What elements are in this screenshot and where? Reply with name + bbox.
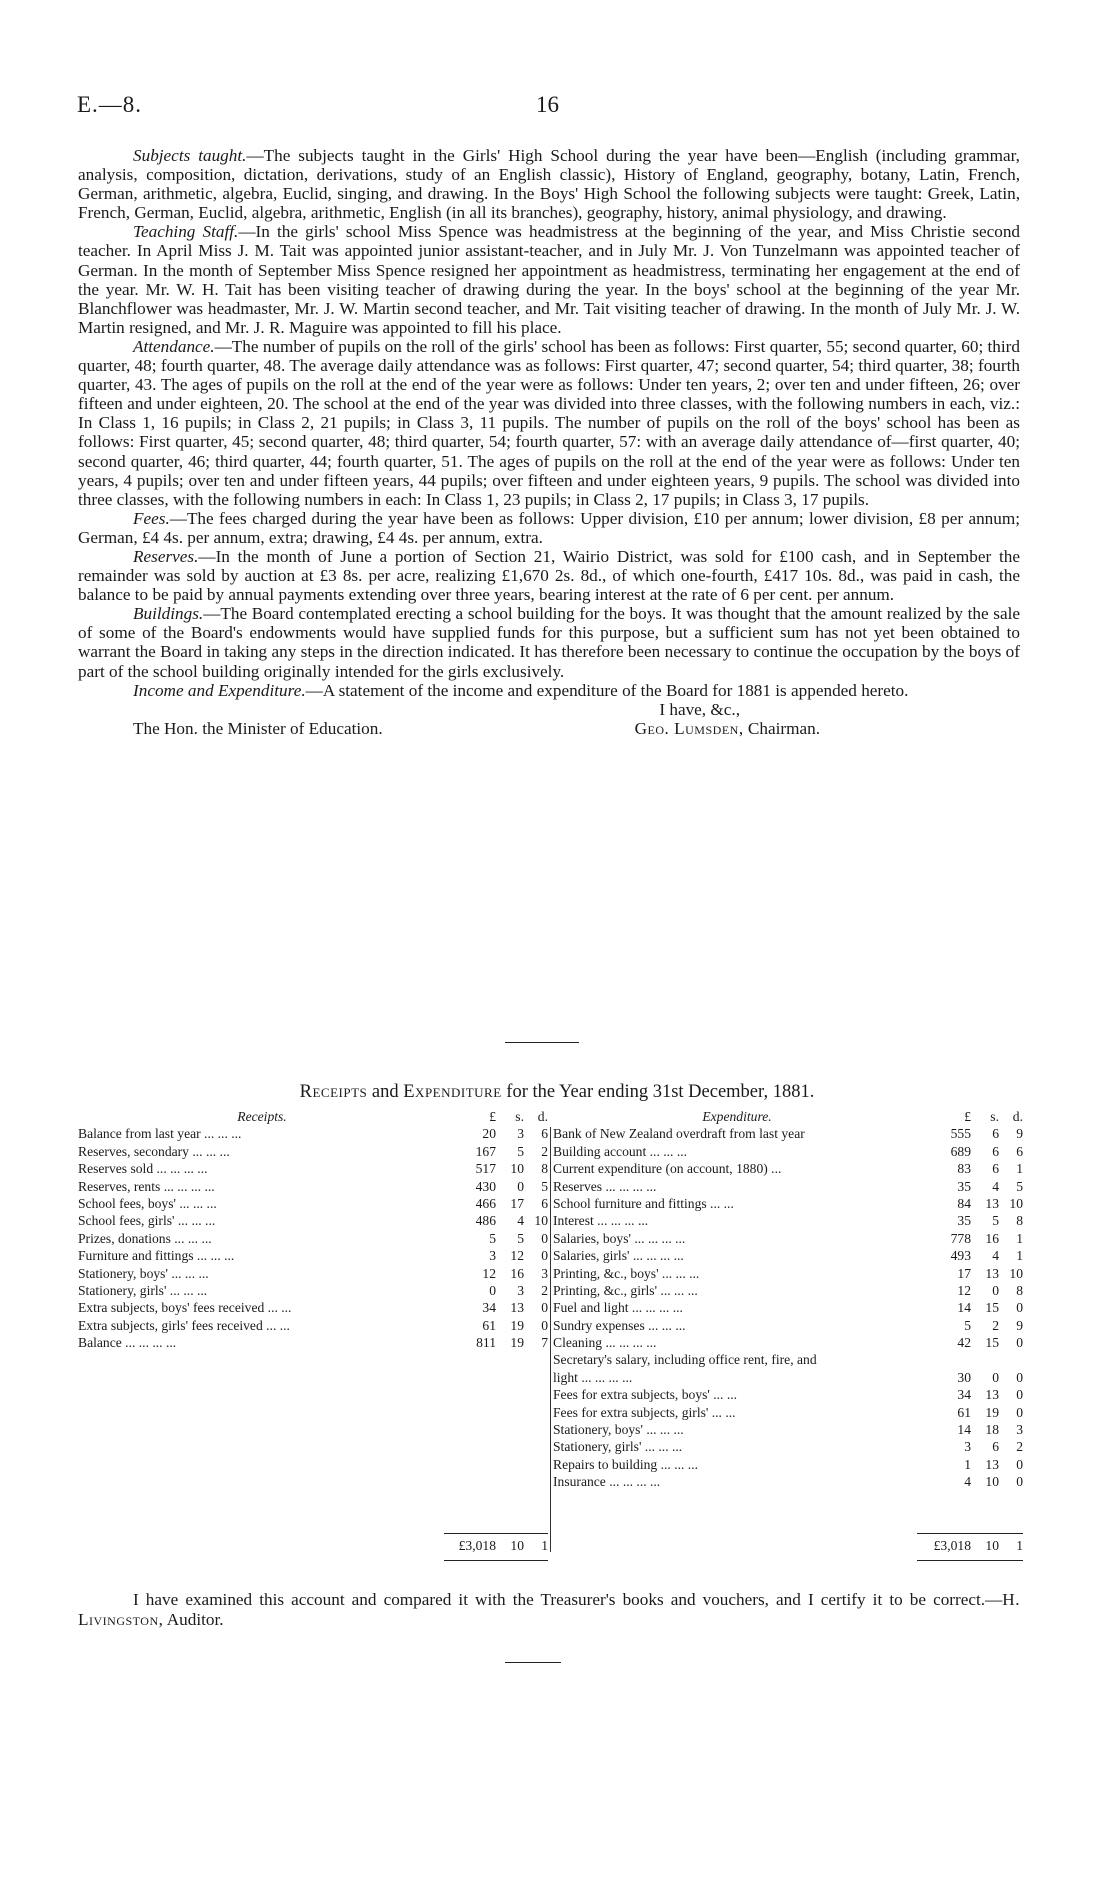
income-text: —A statement of the income and expenditure of the Board for 1881 is appended hereto. bbox=[305, 680, 909, 700]
receipts-row bbox=[78, 1178, 548, 1195]
closing-row bbox=[78, 700, 1020, 719]
signature-row bbox=[78, 719, 1020, 738]
closing-divider bbox=[505, 1662, 561, 1663]
expenditure-label: Reserves ... ... ... ... bbox=[553, 1178, 657, 1194]
subjects-text: —The subjects taught in the Girls' High School during the year have been—English (including grammar, analysis, composition, dictation, derivations, study of an English classic), History of England, geography, botany, Latin, French, German, arithmetic, algebra, Euclid, singing, and drawing. In the Boys' High School the following subjects were taught: Greek, Latin, French, German, Euclid, algebra, arithmetic, English (in all its branches), geography, history, animal physiology, and drawing. bbox=[78, 146, 1020, 223]
expenditure-label: Interest ... ... ... ... bbox=[553, 1213, 649, 1229]
expenditure-pounds: 14 bbox=[957, 1422, 971, 1438]
expenditure-label: Stationery, boys' ... ... ... bbox=[553, 1422, 684, 1438]
expenditure-pence: 9 bbox=[1016, 1126, 1023, 1142]
paragraph-income bbox=[78, 681, 1020, 700]
expenditure-row bbox=[553, 1230, 1023, 1247]
receipts-row bbox=[78, 1247, 548, 1264]
expenditure-shillings: 6 bbox=[992, 1126, 999, 1142]
receipts-total-rule-bottom bbox=[444, 1560, 548, 1561]
receipts-pounds: 486 bbox=[475, 1213, 496, 1229]
expenditure-label: Sundry expenses ... ... ... bbox=[553, 1317, 686, 1333]
receipts-pence: 6 bbox=[541, 1126, 548, 1142]
expenditure-shillings: 13 bbox=[985, 1387, 999, 1403]
expenditure-row bbox=[553, 1125, 1023, 1142]
receipts-label: Prizes, donations ... ... ... bbox=[78, 1230, 212, 1246]
receipts-pounds: 5 bbox=[489, 1230, 496, 1246]
receipts-label: Extra subjects, boys' fees received ... ... bbox=[78, 1300, 292, 1316]
expenditure-pounds: 84 bbox=[957, 1195, 971, 1211]
receipts-total-shillings: 10 bbox=[510, 1538, 524, 1553]
expenditure-row bbox=[553, 1334, 1023, 1351]
receipts-pence: 2 bbox=[541, 1143, 548, 1159]
expenditure-row bbox=[553, 1351, 1023, 1368]
expenditure-total-row bbox=[917, 1538, 1023, 1554]
expenditure-shillings: 0 bbox=[992, 1282, 999, 1298]
expenditure-pence: 2 bbox=[1016, 1439, 1023, 1455]
column-separator bbox=[550, 1127, 551, 1552]
expenditure-row bbox=[553, 1404, 1023, 1421]
receipts-pence: 8 bbox=[541, 1161, 548, 1177]
expenditure-label: Insurance ... ... ... ... bbox=[553, 1474, 661, 1490]
receipts-row bbox=[78, 1265, 548, 1282]
expenditure-row bbox=[553, 1456, 1023, 1473]
receipts-label: Furniture and fittings ... ... ... bbox=[78, 1248, 235, 1264]
paragraph-attendance bbox=[78, 337, 1020, 509]
receipts-row bbox=[78, 1143, 548, 1160]
expenditure-header: Expenditure. bbox=[702, 1109, 772, 1124]
expenditure-total-rule bbox=[917, 1533, 1023, 1534]
staff-text: —In the girls' school Miss Spence was headmistress at the beginning of the year, and Miss Christie second teacher. In April Miss J. M. Tait was appointed junior assistant-teacher, and in July Mr. J. Von Tunzelmann was appointed teacher of German. In the month of September Miss Spence resigned her appointment as headmistress, terminating her engagement at the end of the year. Mr. W. H. Tait has been visiting teacher of drawing during the year. In the boys' school at the beginning of the year Mr. Blanchflower was headmaster, Mr. J. W. Martin second teacher, and Mr. Tait visiting teacher of drawing. In the month of July Mr. J. W. Martin resigned, and Mr. J. R. Maguire was appointed to fill his place. bbox=[78, 222, 1021, 337]
receipts-pounds: 517 bbox=[475, 1161, 496, 1177]
document-reference: E.—8. bbox=[77, 92, 143, 117]
shillings-header: s. bbox=[990, 1109, 999, 1124]
receipts-shillings: 5 bbox=[517, 1143, 524, 1159]
receipts-total-pence: 1 bbox=[541, 1538, 548, 1553]
expenditure-pence: 0 bbox=[1016, 1474, 1023, 1490]
receipts-label: Extra subjects, girls' fees received ... ... bbox=[78, 1317, 290, 1333]
receipts-pence: 0 bbox=[541, 1230, 548, 1246]
buildings-heading: Buildings. bbox=[133, 604, 204, 624]
expenditure-total-pence: 1 bbox=[1016, 1538, 1023, 1553]
receipts-shillings: 5 bbox=[517, 1230, 524, 1246]
receipts-pence: 10 bbox=[534, 1213, 548, 1229]
signature bbox=[635, 719, 820, 738]
expenditure-label: Salaries, girls' ... ... ... ... bbox=[553, 1248, 684, 1264]
expenditure-row bbox=[553, 1317, 1023, 1334]
expenditure-pounds: 12 bbox=[957, 1282, 971, 1298]
expenditure-row bbox=[553, 1299, 1023, 1316]
buildings-text: —The Board contemplated erecting a school building for the boys. It was thought that the amount realized by the sale of some of the Board's endowments would have supplied funds for this purpose, but a sufficient sum has not yet been obtained to warrant the Board in taking any steps in the direction indicated. It has therefore been necessary to continue the occupation by the boys of part of the school building originally intended for the girls exclusively. bbox=[78, 604, 1020, 681]
page-number: 16 bbox=[536, 92, 559, 117]
receipts-pounds: 167 bbox=[475, 1143, 496, 1159]
expenditure-row bbox=[553, 1473, 1023, 1490]
table-title-receipts: Receipts bbox=[299, 1082, 368, 1102]
receipts-row bbox=[78, 1282, 548, 1299]
expenditure-label: Fees for extra subjects, boys' ... ... bbox=[553, 1387, 738, 1403]
expenditure-shillings: 18 bbox=[985, 1422, 999, 1438]
section-divider bbox=[505, 1042, 579, 1043]
expenditure-row bbox=[553, 1421, 1023, 1438]
auditor-name: H. Livingston, bbox=[78, 1590, 1020, 1629]
expenditure-shillings bbox=[971, 1351, 999, 1368]
receipts-pence: 5 bbox=[541, 1178, 548, 1194]
expenditure-pence: 9 bbox=[1016, 1317, 1023, 1333]
receipts-label: Reserves, secondary ... ... ... bbox=[78, 1143, 230, 1159]
receipts-shillings: 3 bbox=[517, 1282, 524, 1298]
attendance-text: —The number of pupils on the roll of the girls' school has been as follows: First quarter, 55; second quarter, 60; third quarter, 48; fourth quarter, 48. The average daily attendance was as follows: First quarter, 47; second quarter, 54; third quarter, 38; fourth quarter, 43. The ages of pupils on the roll at the end of the year were as follows: Under ten years, 2; over ten and under fifteen, 26; over fifteen and under eighteen, 20. The school at the end of the year was divided into three classes, with the following numbers in each, viz.: In Class 1, 16 pupils; in Class 2, 21 pupils; in Class 3, 11 pupils. The number of pupils on the roll of the boys' school has been as follows: First quarter, 45; second quarter, 48; third quarter, 54; fourth quarter, 57: with an average daily attendance of—first quarter, 40; second quarter, 46; third quarter, 44; fourth quarter, 51. The ages of pupils on the roll at the end of the year were as follows: Under ten years, 4 pupils; over ten and under fifteen years, 44 pupils; over fifteen and under eighteen years, 9 pupils. The school was divided into three classes, with the following numbers in each: In Class 1, 23 pupils; in Class 2, 17 pupils; in Class 3, 17 pupils. bbox=[78, 336, 1020, 509]
receipts-total-pounds: £3,018 bbox=[458, 1538, 496, 1553]
expenditure-label: School furniture and fittings ... ... bbox=[553, 1195, 734, 1211]
expenditure-pounds: 83 bbox=[957, 1161, 971, 1177]
expenditure-pence: 10 bbox=[1009, 1265, 1023, 1281]
expenditure-pounds: 34 bbox=[957, 1387, 971, 1403]
expenditure-label: Cleaning ... ... ... ... bbox=[553, 1335, 657, 1351]
receipts-header: Receipts. bbox=[237, 1109, 287, 1124]
receipts-total-rule bbox=[444, 1533, 548, 1534]
receipts-pounds: 3 bbox=[489, 1248, 496, 1264]
expenditure-row bbox=[553, 1282, 1023, 1299]
expenditure-pence bbox=[999, 1351, 1023, 1368]
pence-header: d. bbox=[1012, 1109, 1023, 1124]
expenditure-pence: 10 bbox=[1009, 1195, 1023, 1211]
expenditure-shillings: 6 bbox=[992, 1143, 999, 1159]
table-title bbox=[0, 1082, 1114, 1103]
expenditure-shillings: 4 bbox=[992, 1248, 999, 1264]
expenditure-row bbox=[553, 1265, 1023, 1282]
expenditure-label: Bank of New Zealand overdraft from last year bbox=[553, 1126, 805, 1142]
receipts-pence: 3 bbox=[541, 1265, 548, 1281]
expenditure-pounds: 555 bbox=[950, 1126, 971, 1142]
receipts-shillings: 0 bbox=[517, 1178, 524, 1194]
expenditure-pence: 5 bbox=[1016, 1178, 1023, 1194]
receipts-shillings: 19 bbox=[510, 1335, 524, 1351]
receipts-pence: 6 bbox=[541, 1195, 548, 1211]
receipts-label: School fees, boys' ... ... ... bbox=[78, 1195, 217, 1211]
receipts-row bbox=[78, 1160, 548, 1177]
receipts-label: School fees, girls' ... ... ... bbox=[78, 1213, 216, 1229]
closing-phrase: I have, &c., bbox=[659, 699, 740, 719]
expenditure-pence: 0 bbox=[1016, 1335, 1023, 1351]
receipts-row bbox=[78, 1334, 548, 1351]
receipts-pence: 0 bbox=[541, 1300, 548, 1316]
receipts-pounds: 0 bbox=[489, 1282, 496, 1298]
fees-heading: Fees. bbox=[133, 508, 170, 528]
receipts-row bbox=[78, 1195, 548, 1212]
expenditure-row bbox=[553, 1212, 1023, 1229]
expenditure-shillings: 6 bbox=[992, 1439, 999, 1455]
signer-title: Chairman. bbox=[747, 718, 820, 738]
staff-heading: Teaching Staff. bbox=[133, 222, 239, 242]
receipts-label: Reserves sold ... ... ... ... bbox=[78, 1161, 208, 1177]
receipts-pence: 2 bbox=[541, 1282, 548, 1298]
expenditure-pounds: 30 bbox=[957, 1369, 971, 1385]
receipts-row bbox=[78, 1125, 548, 1142]
expenditure-pounds bbox=[921, 1351, 971, 1368]
receipts-pounds: 430 bbox=[475, 1178, 496, 1194]
receipts-label: Balance ... ... ... ... bbox=[78, 1335, 177, 1351]
table-title-and: and bbox=[371, 1082, 399, 1102]
receipts-pounds: 811 bbox=[476, 1335, 496, 1351]
receipts-row bbox=[78, 1299, 548, 1316]
expenditure-pence: 0 bbox=[1016, 1300, 1023, 1316]
expenditure-pounds: 14 bbox=[957, 1300, 971, 1316]
expenditure-label: Current expenditure (on account, 1880) ... bbox=[553, 1161, 782, 1177]
expenditure-label: light ... ... ... ... bbox=[553, 1369, 633, 1385]
expenditure-shillings: 19 bbox=[985, 1404, 999, 1420]
expenditure-pounds: 17 bbox=[957, 1265, 971, 1281]
expenditure-shillings: 13 bbox=[985, 1265, 999, 1281]
receipts-shillings: 12 bbox=[510, 1248, 524, 1264]
expenditure-pence: 1 bbox=[1016, 1230, 1023, 1246]
receipts-label: Stationery, girls' ... ... ... bbox=[78, 1282, 208, 1298]
expenditure-pence: 8 bbox=[1016, 1282, 1023, 1298]
receipts-label: Reserves, rents ... ... ... ... bbox=[78, 1178, 215, 1194]
expenditure-total-pounds: £3,018 bbox=[933, 1538, 971, 1553]
expenditure-pounds: 493 bbox=[950, 1248, 971, 1264]
expenditure-shillings: 15 bbox=[985, 1335, 999, 1351]
paragraph-subjects bbox=[78, 146, 1020, 222]
expenditure-shillings: 5 bbox=[992, 1213, 999, 1229]
expenditure-pounds: 42 bbox=[957, 1335, 971, 1351]
receipts-pounds: 12 bbox=[482, 1265, 496, 1281]
pence-header: d. bbox=[537, 1109, 548, 1124]
expenditure-pence: 1 bbox=[1016, 1161, 1023, 1177]
expenditure-pence: 0 bbox=[1016, 1369, 1023, 1385]
receipts-shillings: 16 bbox=[510, 1265, 524, 1281]
expenditure-pounds: 61 bbox=[957, 1404, 971, 1420]
paragraph-fees bbox=[78, 509, 1020, 547]
expenditure-shillings: 13 bbox=[985, 1456, 999, 1472]
attendance-heading: Attendance. bbox=[133, 336, 215, 356]
receipts-shillings: 4 bbox=[517, 1213, 524, 1229]
income-heading: Income and Expenditure. bbox=[133, 680, 306, 700]
signer-name: Geo. Lumsden, bbox=[634, 718, 744, 738]
expenditure-pence: 0 bbox=[1016, 1456, 1023, 1472]
expenditure-label: Fuel and light ... ... ... ... bbox=[553, 1300, 683, 1316]
receipts-row bbox=[78, 1230, 548, 1247]
receipts-label: Balance from last year ... ... ... bbox=[78, 1126, 242, 1142]
expenditure-row bbox=[553, 1160, 1023, 1177]
receipts-pence: 7 bbox=[541, 1335, 548, 1351]
expenditure-total-shillings: 10 bbox=[985, 1538, 999, 1553]
receipts-shillings: 19 bbox=[510, 1317, 524, 1333]
expenditure-pence: 6 bbox=[1016, 1143, 1023, 1159]
paragraph-buildings bbox=[78, 604, 1020, 680]
receipts-pounds: 20 bbox=[482, 1126, 496, 1142]
expenditure-label: Fees for extra subjects, girls' ... ... bbox=[553, 1404, 736, 1420]
receipts-shillings: 3 bbox=[517, 1126, 524, 1142]
expenditure-row bbox=[553, 1247, 1023, 1264]
receipts-row bbox=[78, 1317, 548, 1334]
receipts-shillings: 10 bbox=[510, 1161, 524, 1177]
expenditure-row bbox=[553, 1369, 1023, 1386]
expenditure-shillings: 0 bbox=[992, 1369, 999, 1385]
expenditure-pence: 8 bbox=[1016, 1213, 1023, 1229]
expenditure-label: Printing, &c., boys' ... ... ... bbox=[553, 1265, 700, 1281]
receipts-shillings: 13 bbox=[510, 1300, 524, 1316]
expenditure-pounds: 4 bbox=[964, 1474, 971, 1490]
expenditure-pounds: 1 bbox=[964, 1456, 971, 1472]
receipts-pence: 0 bbox=[541, 1317, 548, 1333]
auditor-title: Auditor. bbox=[166, 1609, 224, 1629]
expenditure-row bbox=[553, 1195, 1023, 1212]
expenditure-pence: 3 bbox=[1016, 1422, 1023, 1438]
pounds-header: £ bbox=[964, 1109, 971, 1124]
expenditure-label: Secretary's salary, including office rent, fire, and bbox=[553, 1352, 817, 1368]
expenditure-row bbox=[553, 1438, 1023, 1455]
receipts-pounds: 34 bbox=[482, 1300, 496, 1316]
receipts-shillings: 17 bbox=[510, 1195, 524, 1211]
expenditure-shillings: 10 bbox=[985, 1474, 999, 1490]
pounds-header: £ bbox=[489, 1109, 496, 1124]
expenditure-column bbox=[553, 1108, 1023, 1491]
expenditure-pounds: 778 bbox=[950, 1230, 971, 1246]
expenditure-label: Salaries, boys' ... ... ... ... bbox=[553, 1230, 686, 1246]
expenditure-pounds: 5 bbox=[964, 1317, 971, 1333]
auditor-certification bbox=[78, 1590, 1020, 1629]
expenditure-label: Printing, &c., girls' ... ... ... bbox=[553, 1282, 698, 1298]
expenditure-row bbox=[553, 1178, 1023, 1195]
expenditure-row bbox=[553, 1386, 1023, 1403]
expenditure-pence: 1 bbox=[1016, 1248, 1023, 1264]
expenditure-label: Stationery, girls' ... ... ... bbox=[553, 1439, 683, 1455]
expenditure-shillings: 4 bbox=[992, 1178, 999, 1194]
table-title-rest: for the Year ending 31st December, 1881. bbox=[506, 1082, 815, 1102]
receipts-header-row bbox=[78, 1108, 548, 1125]
expenditure-pounds: 35 bbox=[957, 1213, 971, 1229]
addressee: The Hon. the Minister of Education. bbox=[133, 718, 383, 738]
table-title-expenditure: Expenditure bbox=[403, 1082, 502, 1102]
receipts-column bbox=[78, 1108, 548, 1351]
receipts-pounds: 61 bbox=[482, 1317, 496, 1333]
expenditure-row bbox=[553, 1143, 1023, 1160]
receipts-total-row bbox=[444, 1538, 548, 1554]
certification-text: I have examined this account and compared it with the Treasurer's books and vouchers, and I certify it to be correct.— bbox=[133, 1590, 1003, 1609]
reserves-text: —In the month of June a portion of Section 21, Wairio District, was sold for £100 cash, and in September the remainder was sold by auction at £3 8s. per acre, realizing £1,670 2s. 8d., of which one-fourth, £417 10s. 8d., was paid in cash, the balance to be paid by annual payments extending over three years, bearing interest at the rate of 6 per cent. per annum. bbox=[78, 546, 1020, 605]
expenditure-pounds: 689 bbox=[950, 1143, 971, 1159]
expenditure-pence: 0 bbox=[1016, 1387, 1023, 1403]
expenditure-shillings: 15 bbox=[985, 1300, 999, 1316]
expenditure-pence: 0 bbox=[1016, 1404, 1023, 1420]
expenditure-pounds: 3 bbox=[964, 1439, 971, 1455]
expenditure-pounds: 35 bbox=[957, 1178, 971, 1194]
receipts-pounds: 466 bbox=[475, 1195, 496, 1211]
expenditure-shillings: 16 bbox=[985, 1230, 999, 1246]
fees-text: —The fees charged during the year have been as follows: Upper division, £10 per annum; lower division, £8 per annum; German, £4 4s. per annum, extra; drawing, £4 4s. per annum, extra. bbox=[78, 508, 1020, 547]
subjects-heading: Subjects taught. bbox=[133, 146, 247, 165]
receipts-row bbox=[78, 1212, 548, 1229]
receipts-pence: 0 bbox=[541, 1248, 548, 1264]
expenditure-shillings: 13 bbox=[985, 1195, 999, 1211]
expenditure-shillings: 2 bbox=[992, 1317, 999, 1333]
paragraph-staff bbox=[78, 222, 1020, 337]
paragraph-reserves bbox=[78, 547, 1020, 604]
expenditure-label: Building account ... ... ... bbox=[553, 1143, 688, 1159]
reserves-heading: Reserves. bbox=[133, 546, 199, 566]
report-body bbox=[78, 146, 1020, 738]
expenditure-header-row bbox=[553, 1108, 1023, 1125]
receipts-label: Stationery, boys' ... ... ... bbox=[78, 1265, 209, 1281]
shillings-header: s. bbox=[515, 1109, 524, 1124]
expenditure-total-rule-bottom bbox=[917, 1560, 1023, 1561]
expenditure-shillings: 6 bbox=[992, 1161, 999, 1177]
expenditure-label: Repairs to building ... ... ... bbox=[553, 1456, 698, 1472]
